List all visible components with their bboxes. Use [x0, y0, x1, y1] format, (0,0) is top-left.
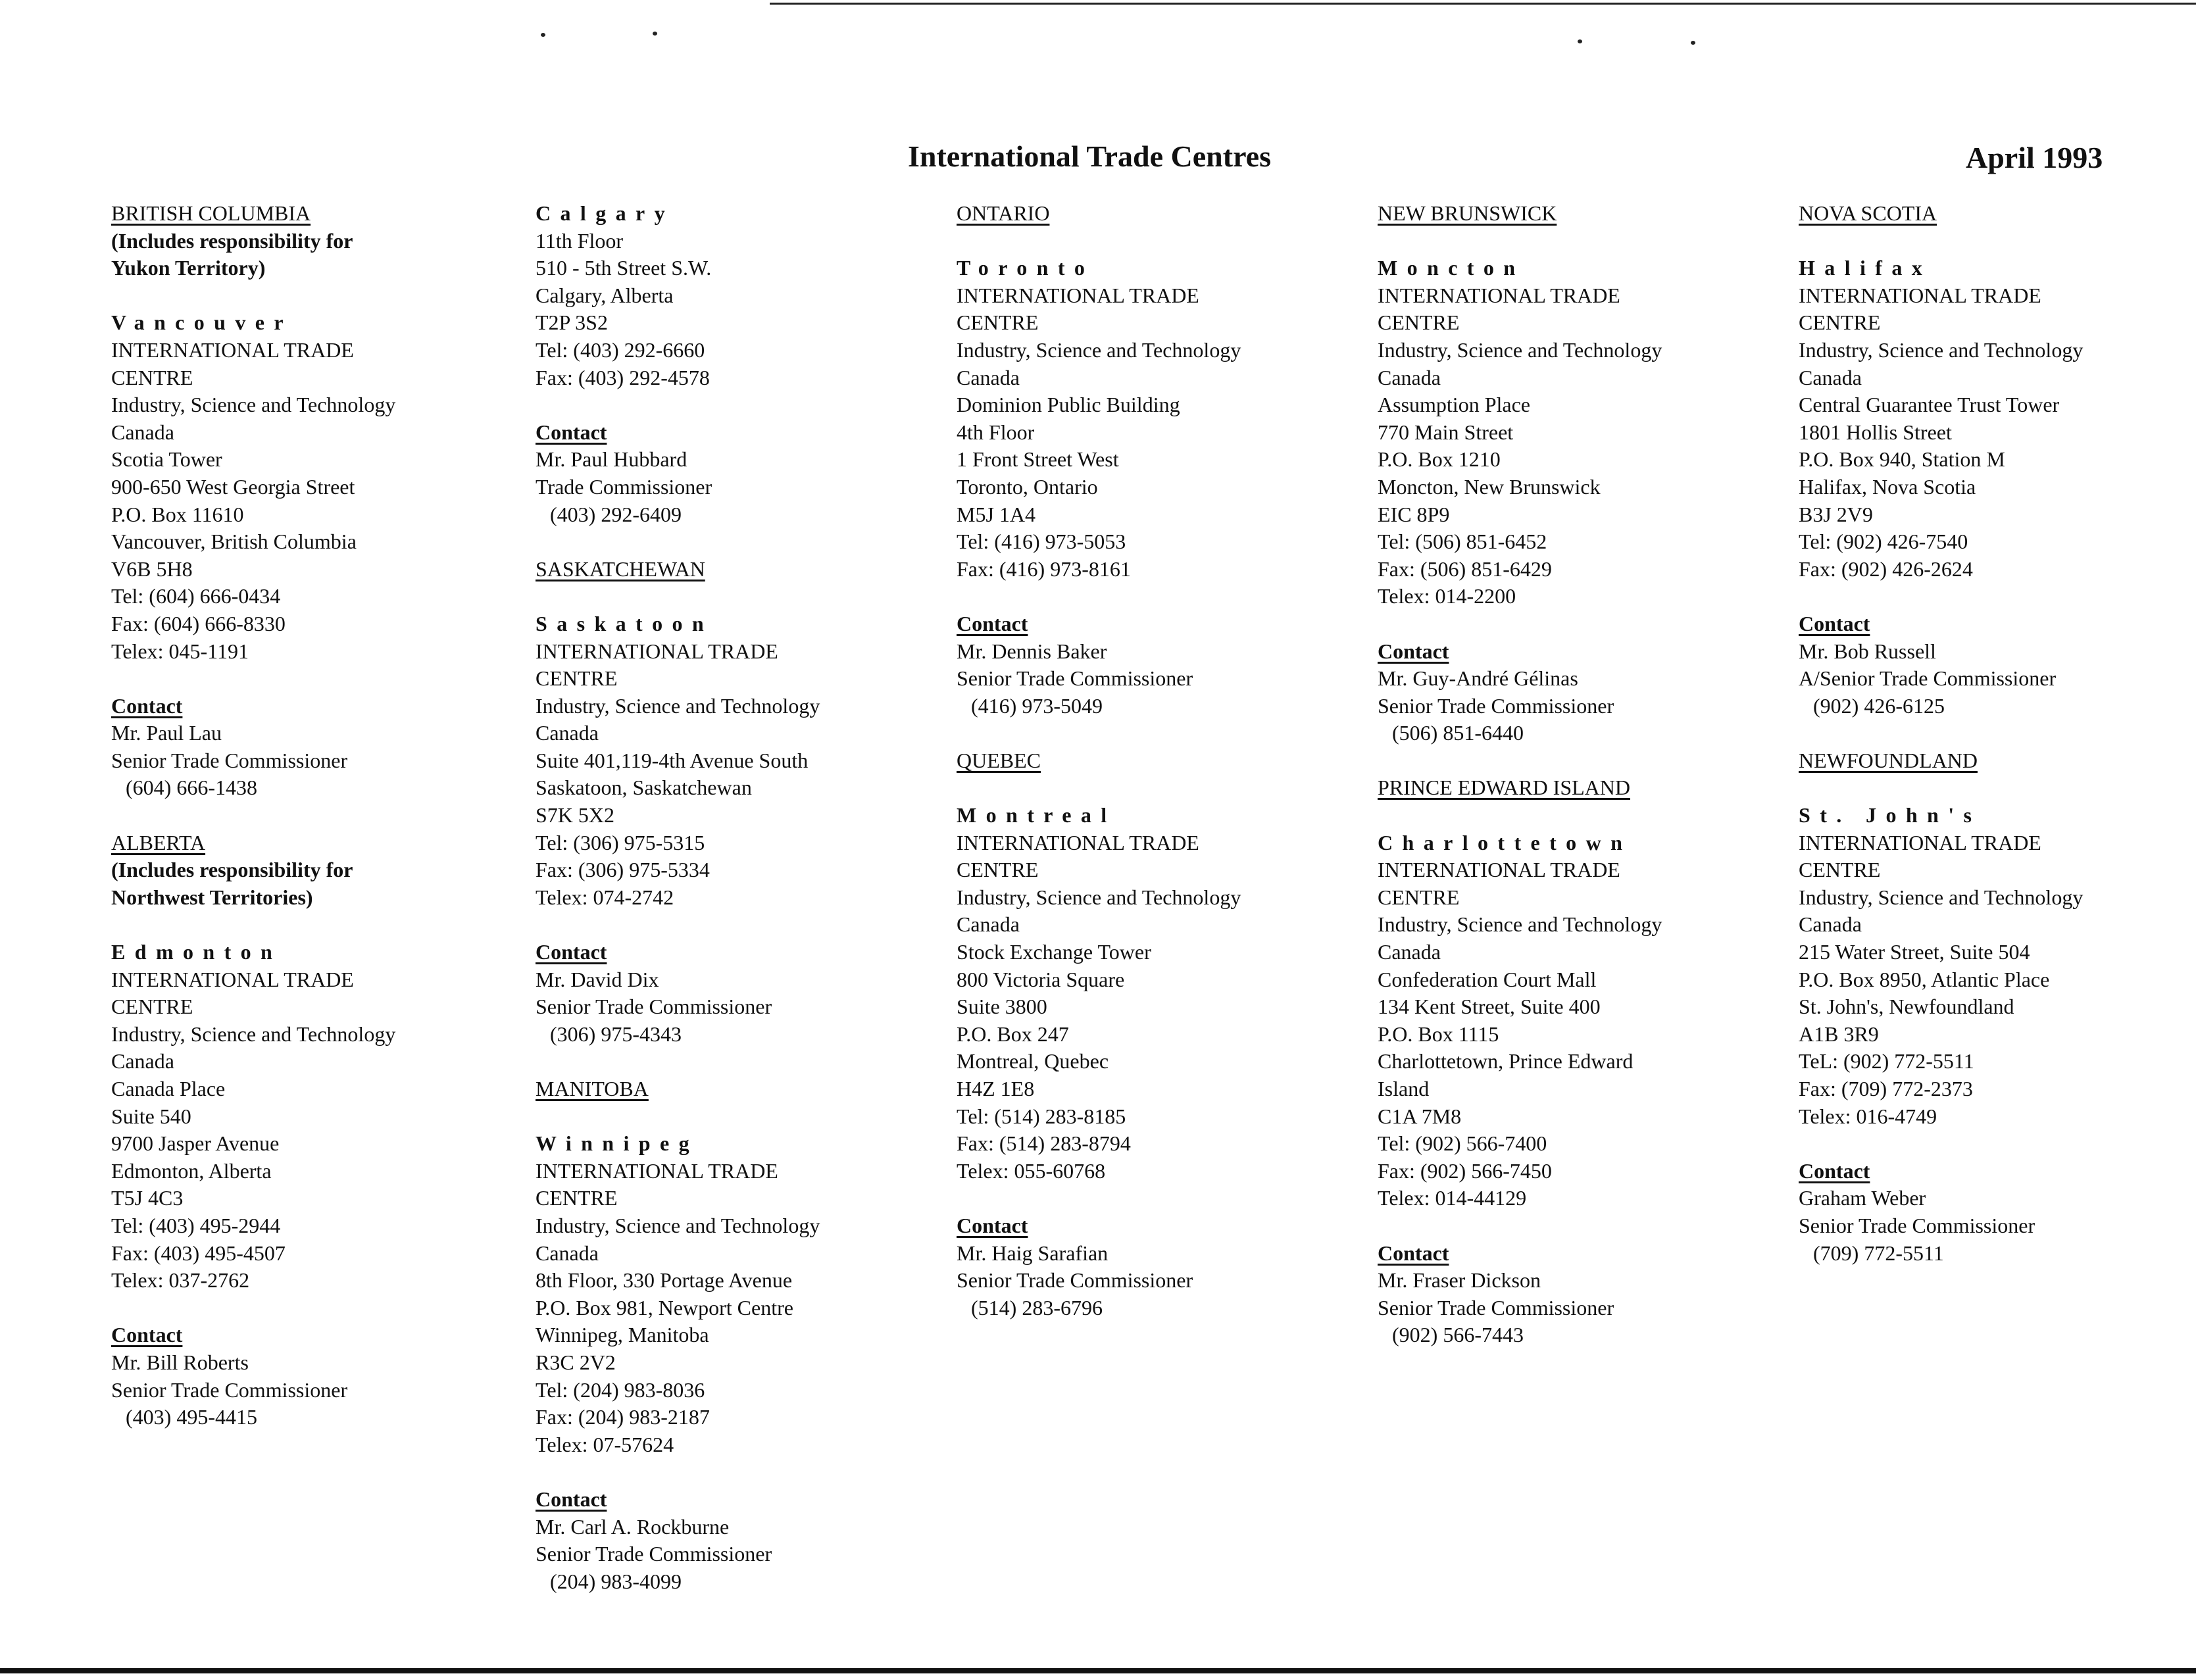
- address-line: H4Z 1E8: [957, 1077, 1035, 1100]
- address-line: P.O. Box 11610: [111, 502, 244, 526]
- address-line: EIC 8P9: [1378, 502, 1450, 526]
- region-section: [1378, 200, 1785, 747]
- address-line: 134 Kent Street, Suite 400: [1378, 995, 1601, 1019]
- contact-line: A/Senior Trade Commissioner: [1799, 666, 2057, 691]
- contact-line: Mr. Paul Lau: [111, 721, 222, 745]
- city-name: Halifax: [1799, 256, 1932, 280]
- address-line: CENTRE: [1378, 310, 1460, 335]
- region-section: [1378, 747, 1785, 1349]
- spacer: [957, 228, 1364, 255]
- column-5: [1799, 200, 2196, 1267]
- address-line: Canada: [957, 365, 1020, 389]
- contact-line: Graham Weber: [1799, 1186, 1926, 1210]
- address-line: Telex: 074-2742: [536, 885, 674, 909]
- spacer: [1799, 774, 2196, 802]
- region-section: [536, 1048, 943, 1595]
- spacer: [1378, 610, 1785, 638]
- address-line: Telex: 055-60768: [957, 1158, 1106, 1183]
- spacer: [957, 1185, 1364, 1212]
- address-line: Industry, Science and Technology: [957, 885, 1241, 909]
- address-line: B3J 2V9: [1799, 502, 1873, 526]
- contact-line: Senior Trade Commissioner: [957, 1268, 1193, 1293]
- address-line: St. John's, Newfoundland: [1799, 995, 2014, 1019]
- column-4: [1378, 200, 1785, 1349]
- spacer: [957, 583, 1364, 610]
- spacer: [536, 1103, 943, 1131]
- contact-phone: (709) 772-5511: [1813, 1241, 1944, 1265]
- address-line: Industry, Science and Technology: [1378, 912, 1662, 937]
- column-2: [536, 200, 943, 1595]
- contact-heading: Contact: [536, 940, 607, 964]
- region-heading: QUEBEC: [957, 748, 1041, 772]
- contact-line: Mr. Bill Roberts: [111, 1350, 249, 1374]
- address-line: Island: [1378, 1077, 1430, 1100]
- address-line: 510 - 5th Street S.W.: [536, 256, 712, 280]
- contact-heading: Contact: [111, 693, 183, 718]
- address-line: Edmonton, Alberta: [111, 1158, 272, 1183]
- region-heading: MANITOBA: [536, 1077, 649, 1100]
- address-line: CENTRE: [1799, 310, 1881, 335]
- address-line: INTERNATIONAL TRADE: [111, 337, 354, 362]
- address-line: INTERNATIONAL TRADE: [957, 830, 1199, 854]
- contact-line: Senior Trade Commissioner: [1799, 1213, 2035, 1237]
- office-block: [111, 309, 519, 802]
- address-line: INTERNATIONAL TRADE: [1799, 283, 2041, 307]
- address-line: Industry, Science and Technology: [1378, 337, 1662, 362]
- address-line: Fax: (506) 851-6429: [1378, 556, 1552, 581]
- spacer: [1378, 1212, 1785, 1240]
- contact-phone: (416) 973-5049: [971, 693, 1103, 718]
- region-note: Yukon Territory): [111, 256, 266, 280]
- office-block: [536, 200, 943, 528]
- column-1: [111, 200, 519, 1431]
- contact-heading: Contact: [1378, 1241, 1449, 1265]
- address-line: Tel: (204) 983-8036: [536, 1377, 705, 1402]
- top-rule: [770, 3, 2196, 5]
- address-line: Telex: 037-2762: [111, 1268, 250, 1293]
- address-line: Stock Exchange Tower: [957, 940, 1151, 964]
- region-section: [111, 200, 519, 802]
- address-line: Fax: (902) 566-7450: [1378, 1158, 1552, 1183]
- address-line: Vancouver, British Columbia: [111, 530, 357, 554]
- spacer: [536, 391, 943, 419]
- address-line: R3C 2V2: [536, 1350, 616, 1374]
- spacer: [111, 665, 519, 693]
- address-line: Toronto, Ontario: [957, 474, 1098, 499]
- spacer: [536, 528, 943, 556]
- contact-phone: (902) 426-6125: [1813, 693, 1945, 718]
- contact-line: Senior Trade Commissioner: [957, 666, 1193, 691]
- address-line: CENTRE: [1799, 858, 1881, 882]
- address-line: Canada: [111, 1049, 174, 1074]
- address-line: Industry, Science and Technology: [111, 1022, 396, 1046]
- address-line: Tel: (416) 973-5053: [957, 530, 1126, 554]
- column-3: [957, 200, 1364, 1322]
- spacer: [1799, 583, 2196, 610]
- address-line: T5J 4C3: [111, 1186, 184, 1210]
- address-line: INTERNATIONAL TRADE: [1799, 830, 2041, 854]
- address-line: 1 Front Street West: [957, 447, 1119, 472]
- office-block: [1378, 255, 1785, 747]
- address-line: Telex: 07-57624: [536, 1432, 674, 1456]
- scan-speck: [541, 33, 545, 37]
- bottom-rule: [0, 1668, 2196, 1673]
- address-line: Fax: (902) 426-2624: [1799, 556, 1973, 581]
- spacer: [957, 720, 1364, 747]
- contact-phone: (902) 566-7443: [1392, 1323, 1524, 1347]
- address-line: Tel: (403) 292-6660: [536, 337, 705, 362]
- scan-speck: [1578, 39, 1582, 43]
- address-line: Fax: (514) 283-8794: [957, 1131, 1131, 1156]
- contact-line: Mr. Dennis Baker: [957, 639, 1107, 663]
- region-section: [1799, 200, 2196, 720]
- contact-line: Mr. Paul Hubbard: [536, 447, 687, 472]
- address-line: 215 Water Street, Suite 504: [1799, 940, 2030, 964]
- city-name: Vancouver: [111, 310, 293, 335]
- address-line: Montreal, Quebec: [957, 1049, 1109, 1074]
- address-line: T2P 3S2: [536, 310, 608, 335]
- address-line: Industry, Science and Technology: [111, 393, 396, 417]
- spacer: [1799, 720, 2196, 747]
- address-line: 4th Floor: [957, 420, 1035, 444]
- office-block: [1799, 255, 2196, 720]
- region-section: [1799, 720, 2196, 1267]
- address-line: Canada: [1799, 365, 1862, 389]
- address-line: INTERNATIONAL TRADE: [111, 967, 354, 991]
- address-line: Suite 3800: [957, 995, 1047, 1019]
- contact-line: Senior Trade Commissioner: [536, 995, 772, 1019]
- region-heading: NEWFOUNDLAND: [1799, 748, 1978, 772]
- address-line: Canada: [1378, 940, 1441, 964]
- address-line: 1801 Hollis Street: [1799, 420, 1952, 444]
- region-note: (Includes responsibility for: [111, 228, 353, 253]
- contact-phone: (604) 666-1438: [126, 776, 257, 800]
- contact-heading: Contact: [957, 611, 1028, 635]
- region-heading: ONTARIO: [957, 201, 1050, 225]
- address-line: Industry, Science and Technology: [1799, 885, 2084, 909]
- address-line: Saskatoon, Saskatchewan: [536, 776, 752, 800]
- address-line: CENTRE: [957, 310, 1039, 335]
- office-block: [536, 1130, 943, 1595]
- spacer: [111, 1295, 519, 1322]
- city-name: Charlottetown: [1378, 830, 1632, 854]
- address-line: Industry, Science and Technology: [536, 693, 820, 718]
- city-name: Edmonton: [111, 940, 282, 964]
- address-line: Scotia Tower: [111, 447, 222, 472]
- address-line: Canada: [111, 420, 174, 444]
- address-line: CENTRE: [1378, 885, 1460, 909]
- address-line: Tel: (306) 975-5315: [536, 830, 705, 854]
- spacer: [536, 583, 943, 610]
- address-line: 11th Floor: [536, 228, 624, 253]
- spacer: [1799, 228, 2196, 255]
- address-line: Industry, Science and Technology: [1799, 337, 2084, 362]
- address-line: CENTRE: [957, 858, 1039, 882]
- address-line: Halifax, Nova Scotia: [1799, 474, 1976, 499]
- address-line: P.O. Box 1210: [1378, 447, 1501, 472]
- spacer: [536, 1458, 943, 1486]
- address-line: Suite 540: [111, 1104, 191, 1128]
- contact-heading: Contact: [536, 420, 607, 444]
- address-line: P.O. Box 8950, Atlantic Place: [1799, 967, 2050, 991]
- address-line: Tel: (604) 666-0434: [111, 584, 281, 608]
- address-line: C1A 7M8: [1378, 1104, 1462, 1128]
- contact-heading: Contact: [957, 1213, 1028, 1237]
- contact-phone: (514) 283-6796: [971, 1295, 1103, 1320]
- address-line: INTERNATIONAL TRADE: [536, 1158, 778, 1183]
- address-line: M5J 1A4: [957, 502, 1036, 526]
- spacer: [111, 802, 519, 829]
- region-heading: PRINCE EDWARD ISLAND: [1378, 776, 1630, 800]
- office-block: [957, 255, 1364, 720]
- contact-line: Mr. Bob Russell: [1799, 639, 1936, 663]
- address-line: INTERNATIONAL TRADE: [957, 283, 1199, 307]
- address-line: CENTRE: [111, 995, 193, 1019]
- scan-speck: [1691, 41, 1695, 45]
- spacer: [536, 1048, 943, 1075]
- region-heading: ALBERTA: [111, 830, 206, 854]
- address-line: TeL: (902) 772-5511: [1799, 1049, 1974, 1074]
- contact-phone: (204) 983-4099: [550, 1569, 682, 1593]
- address-line: Fax: (403) 292-4578: [536, 365, 710, 389]
- address-line: Moncton, New Brunswick: [1378, 474, 1601, 499]
- contact-line: Senior Trade Commissioner: [111, 748, 348, 772]
- address-line: Dominion Public Building: [957, 393, 1180, 417]
- region-heading: BRITISH COLUMBIA: [111, 201, 311, 225]
- address-line: Fax: (604) 666-8330: [111, 611, 286, 635]
- address-line: Canada: [536, 721, 599, 745]
- address-line: Confederation Court Mall: [1378, 967, 1597, 991]
- address-line: Canada Place: [111, 1077, 226, 1100]
- contact-line: Senior Trade Commissioner: [536, 1542, 772, 1566]
- office-block: [111, 939, 519, 1431]
- address-line: Charlottetown, Prince Edward: [1378, 1049, 1634, 1074]
- city-name: Winnipeg: [536, 1131, 699, 1156]
- address-line: Canada: [1799, 912, 1862, 937]
- region-heading: SASKATCHEWAN: [536, 556, 705, 581]
- contact-line: Trade Commissioner: [536, 474, 712, 499]
- address-line: Assumption Place: [1378, 393, 1530, 417]
- contact-heading: Contact: [1799, 611, 1870, 635]
- address-line: 8th Floor, 330 Portage Avenue: [536, 1268, 793, 1293]
- address-line: CENTRE: [111, 365, 193, 389]
- page-title: International Trade Centres: [908, 139, 1271, 173]
- address-line: Telex: 045-1191: [111, 639, 249, 663]
- address-line: Winnipeg, Manitoba: [536, 1323, 709, 1347]
- spacer: [1378, 747, 1785, 775]
- spacer: [1378, 228, 1785, 255]
- contact-phone: (403) 292-6409: [550, 502, 682, 526]
- contact-heading: Contact: [111, 1323, 183, 1347]
- contact-heading: Contact: [536, 1487, 607, 1511]
- region-section: [536, 528, 943, 1048]
- address-line: Canada: [1378, 365, 1441, 389]
- spacer: [1799, 1130, 2196, 1158]
- address-line: Tel: (514) 283-8185: [957, 1104, 1126, 1128]
- region-section: [111, 802, 519, 1431]
- contact-heading: Contact: [1378, 639, 1449, 663]
- address-line: Telex: 014-2200: [1378, 584, 1516, 608]
- city-name: Montreal: [957, 803, 1116, 828]
- contact-line: Mr. David Dix: [536, 967, 659, 991]
- office-block: [1799, 802, 2196, 1267]
- scan-speck: [653, 32, 657, 36]
- address-line: Industry, Science and Technology: [536, 1213, 820, 1237]
- region-section: [957, 720, 1364, 1322]
- address-line: P.O. Box 247: [957, 1022, 1069, 1046]
- spacer: [957, 774, 1364, 802]
- address-line: P.O. Box 940, Station M: [1799, 447, 2005, 472]
- address-line: Tel: (902) 566-7400: [1378, 1131, 1547, 1156]
- address-line: S7K 5X2: [536, 803, 615, 828]
- address-line: Canada: [536, 1241, 599, 1265]
- address-line: A1B 3R9: [1799, 1022, 1879, 1046]
- address-line: Calgary, Alberta: [536, 283, 674, 307]
- address-line: Fax: (403) 495-4507: [111, 1241, 286, 1265]
- contact-line: Senior Trade Commissioner: [1378, 1295, 1614, 1320]
- spacer: [111, 282, 519, 310]
- contact-line: Mr. Haig Sarafian: [957, 1241, 1109, 1265]
- region-section: [536, 200, 943, 528]
- address-line: 9700 Jasper Avenue: [111, 1131, 280, 1156]
- address-line: V6B 5H8: [111, 556, 193, 581]
- city-name: Moncton: [1378, 256, 1525, 280]
- city-name: Saskatoon: [536, 611, 714, 635]
- region-note: Northwest Territories): [111, 885, 313, 909]
- address-line: CENTRE: [536, 666, 618, 691]
- office-block: [1378, 829, 1785, 1349]
- contact-phone: (403) 495-4415: [126, 1405, 257, 1429]
- address-line: Canada: [957, 912, 1020, 937]
- address-line: Fax: (306) 975-5334: [536, 858, 710, 882]
- address-line: Central Guarantee Trust Tower: [1799, 393, 2060, 417]
- address-line: 800 Victoria Square: [957, 967, 1125, 991]
- address-line: INTERNATIONAL TRADE: [536, 639, 778, 663]
- contact-line: Mr. Fraser Dickson: [1378, 1268, 1541, 1293]
- address-line: Fax: (416) 973-8161: [957, 556, 1131, 581]
- city-name: Toronto: [957, 256, 1095, 280]
- city-name: St. John's: [1799, 803, 1982, 828]
- address-line: Fax: (204) 983-2187: [536, 1405, 710, 1429]
- region-heading: NEW BRUNSWICK: [1378, 201, 1557, 225]
- address-line: P.O. Box 1115: [1378, 1022, 1499, 1046]
- office-block: [536, 610, 943, 1049]
- address-line: P.O. Box 981, Newport Centre: [536, 1295, 793, 1320]
- region-section: [957, 200, 1364, 720]
- address-line: 770 Main Street: [1378, 420, 1514, 444]
- address-line: CENTRE: [536, 1186, 618, 1210]
- spacer: [1378, 802, 1785, 829]
- city-name: Calgary: [536, 201, 675, 225]
- region-heading: NOVA SCOTIA: [1799, 201, 1937, 225]
- address-line: Telex: 016-4749: [1799, 1104, 1937, 1128]
- region-note: (Includes responsibility for: [111, 858, 353, 882]
- address-line: Tel: (902) 426-7540: [1799, 530, 1968, 554]
- contact-line: Senior Trade Commissioner: [111, 1377, 348, 1402]
- contact-phone: (506) 851-6440: [1392, 721, 1524, 745]
- office-block: [957, 802, 1364, 1322]
- spacer: [536, 911, 943, 939]
- page-date: April 1993: [1966, 141, 2103, 174]
- address-line: Suite 401,119-4th Avenue South: [536, 748, 809, 772]
- address-line: Tel: (403) 495-2944: [111, 1213, 281, 1237]
- address-line: 900-650 West Georgia Street: [111, 474, 355, 499]
- address-line: INTERNATIONAL TRADE: [1378, 858, 1620, 882]
- address-line: Fax: (709) 772-2373: [1799, 1077, 1973, 1100]
- address-line: Telex: 014-44129: [1378, 1186, 1527, 1210]
- contact-phone: (306) 975-4343: [550, 1022, 682, 1046]
- contact-line: Mr. Guy-André Gélinas: [1378, 666, 1578, 691]
- contact-line: Mr. Carl A. Rockburne: [536, 1514, 730, 1539]
- address-line: Industry, Science and Technology: [957, 337, 1241, 362]
- contact-line: Senior Trade Commissioner: [1378, 693, 1614, 718]
- contact-heading: Contact: [1799, 1158, 1870, 1183]
- address-line: INTERNATIONAL TRADE: [1378, 283, 1620, 307]
- spacer: [111, 911, 519, 939]
- address-line: Tel: (506) 851-6452: [1378, 530, 1547, 554]
